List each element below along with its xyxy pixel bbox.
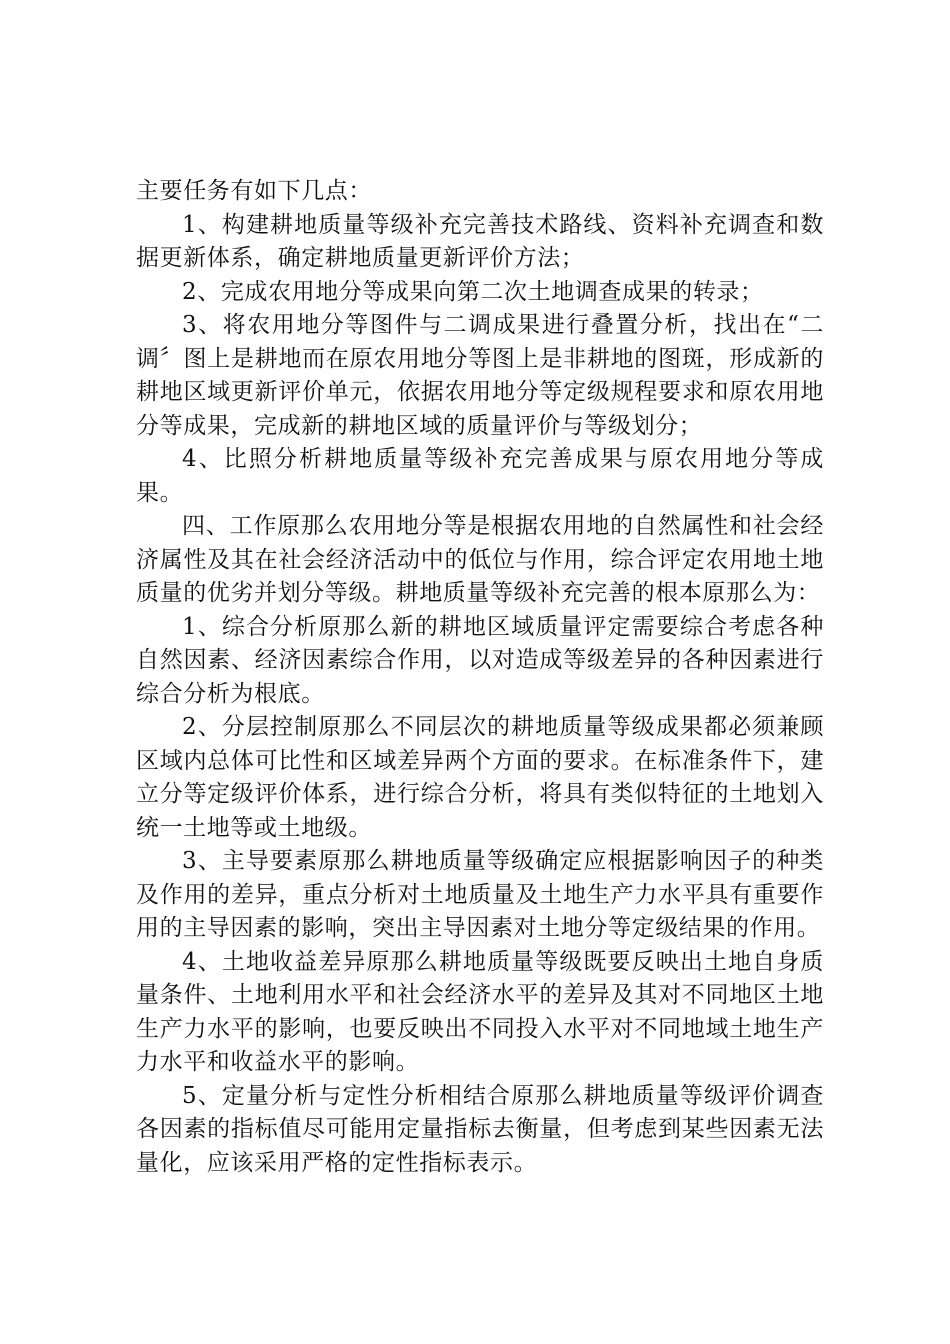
principle-item-4: 4、土地收益差异原那么耕地质量等级既要反映出土地自身质量条件、土地利用水平和社会经济水平的差异及其对不同地区土地生产力水平的影响，也要反映出不同投入水平对不同地域土地生产力水平和收益水平的影响。 xyxy=(136,948,824,1075)
principle-item-5: 5、定量分析与定性分析相结合原那么耕地质量等级评价调查各因素的指标值尽可能用定量指标去衡量，但考虑到某些因素无法量化，应该采用严格的定性指标表示。 xyxy=(136,1082,824,1176)
principle-item-2: 2、分层控制原那么不同层次的耕地质量等级成果都必须兼顾区域内总体可比性和区域差异两个方面的要求。在标准条件下，建立分等定级评价体系，进行综合分析，将具有类似特征的土地划入统一土地等或土地级。 xyxy=(136,714,824,841)
task-item-4: 4、比照分析耕地质量等级补充完善成果与原农用地分等成果。 xyxy=(136,446,824,506)
intro-paragraph: 主要任务有如下几点： xyxy=(136,178,372,204)
task-item-1: 1、构建耕地质量等级补充完善技术路线、资料补充调查和数据更新体系，确定耕地质量更新评价方法； xyxy=(136,211,824,271)
document-page xyxy=(136,175,824,1180)
task-item-2: 2、完成农用地分等成果向第二次土地调查成果的转录； xyxy=(182,278,764,305)
principle-item-3: 3、主导要素原那么耕地质量等级确定应根据影响因子的种类及作用的差异，重点分析对土地质量及土地生产力水平具有重要作用的主导因素的影响，突出主导因素对土地分等定级结果的作用。 xyxy=(136,848,824,941)
task-item-3: 3、将农用地分等图件与二调成果进行叠置分析，找出在“二调〞图上是耕地而在原农用地分等图上是非耕地的图斑，形成新的耕地区域更新评价单元，依据农用地分等定级规程要求和原农用地分等成果，完成新的耕地区域的质量评价与等级划分； xyxy=(136,312,824,439)
principle-item-1: 1、综合分析原那么新的耕地区域质量评定需要综合考虑各种自然因素、经济因素综合作用，以对造成等级差异的各种因素进行综合分析为根底。 xyxy=(136,613,824,707)
section-four-principles: 四、工作原那么农用地分等是根据农用地的自然属性和社会经济属性及其在社会经济活动中的低位与作用，综合评定农用地土地质量的优劣并划分等级。耕地质量等级补充完善的根本原那么为： xyxy=(136,513,824,606)
